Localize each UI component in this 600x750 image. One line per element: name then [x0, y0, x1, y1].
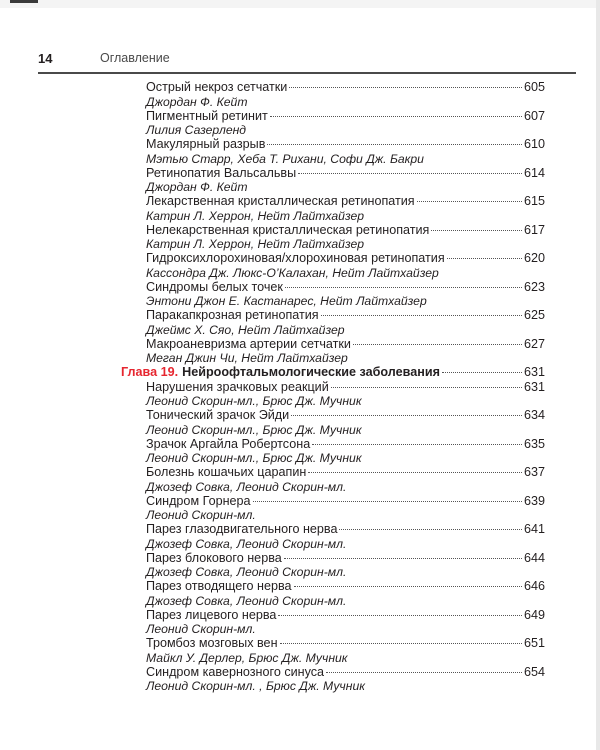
chapter-title: Нейроофтальмологические заболевания: [182, 365, 440, 379]
entry-page: 641: [523, 522, 545, 536]
entry-page: 620: [523, 251, 545, 265]
entry-authors: Джозеф Совка, Леонид Скорин-мл.: [146, 536, 347, 551]
entry-title: Ретинопатия Вальсальвы: [146, 165, 297, 180]
entry-authors: Джеймс Х. Сяо, Нейт Лайтхайзер: [146, 322, 345, 337]
entry-authors: Энтони Джон Е. Кастанарес, Нейт Лайтхайзер: [146, 294, 427, 308]
dot-leader: [280, 643, 522, 644]
entry-title: Лекарственная кристаллическая ретинопатия: [146, 194, 415, 208]
dot-leader: [431, 230, 522, 231]
toc-entry[interactable]: [121, 280, 545, 309]
toc-entry[interactable]: [121, 608, 545, 637]
toc-entry[interactable]: [121, 223, 545, 252]
entry-page: 625: [523, 308, 545, 322]
entry-title: Синдром Горнера: [146, 493, 251, 508]
entry-title: Острый некроз сетчатки: [146, 80, 288, 94]
entry-authors: Джозеф Совка, Леонид Скорин-мл.: [146, 593, 347, 608]
entry-title: Синдромы белых точек: [146, 279, 283, 294]
toc-entry[interactable]: [121, 551, 545, 580]
toc-entry[interactable]: [121, 337, 545, 366]
dot-leader: [284, 558, 522, 559]
page-right-edge: [596, 0, 600, 750]
dot-leader: [270, 116, 522, 117]
dot-leader: [278, 615, 522, 616]
page-number: 14: [38, 51, 53, 66]
entry-title: Парез отводящего нерва: [146, 579, 292, 593]
toc-entry[interactable]: [121, 380, 545, 409]
entry-page: 615: [523, 194, 545, 208]
entry-title: Парез глазодвигательного нерва: [146, 522, 338, 536]
entry-authors: Джозеф Совка, Леонид Скорин-мл.: [146, 565, 347, 579]
entry-page: 649: [523, 607, 545, 622]
entry-authors: Джозеф Совка, Леонид Скорин-мл.: [146, 479, 347, 494]
entry-title: Тонический зрачок Эйди: [146, 408, 290, 422]
entry-authors: Мэтью Старр, Хеба Т. Рихани, Софи Дж. Бакри: [146, 151, 424, 166]
toc-entry[interactable]: [121, 522, 545, 551]
entry-title: Гидроксихлорохиновая/хлорохиновая ретинопатия: [146, 251, 445, 265]
entry-title: Пигментный ретинит: [146, 108, 268, 123]
entry-authors: Леонид Скорин-мл., Брюс Дж. Мучник: [146, 394, 362, 408]
entry-title: Парез блокового нерва: [146, 550, 282, 565]
toc-entry[interactable]: [121, 665, 545, 694]
entry-authors: Леонид Скорин-мл.: [146, 508, 256, 522]
dot-leader: [321, 315, 522, 316]
dot-leader: [298, 173, 522, 174]
entry-title: Нарушения зрачковых реакций: [146, 379, 329, 394]
chapter-page: 631: [523, 365, 545, 379]
entry-title: Тромбоз мозговых вен: [146, 636, 278, 650]
entry-authors: Джордан Ф. Кейт: [146, 180, 248, 194]
dot-leader: [294, 586, 522, 587]
dot-leader: [289, 87, 522, 88]
toc-entry[interactable]: [121, 251, 545, 280]
top-edge-mark: [10, 0, 38, 3]
entry-page: 637: [523, 465, 545, 479]
toc-entry[interactable]: [121, 408, 545, 437]
entry-authors: Катрин Л. Херрон, Нейт Лайтхайзер: [146, 208, 365, 223]
chapter-heading[interactable]: [121, 365, 545, 380]
entry-title: Макулярный разрыв: [146, 137, 266, 151]
entry-authors: Джордан Ф. Кейт: [146, 94, 248, 109]
entry-page: 635: [523, 436, 545, 451]
dot-leader: [285, 287, 522, 288]
dot-leader: [447, 258, 522, 259]
entry-page: 617: [523, 222, 545, 237]
entry-page: 654: [523, 664, 545, 679]
top-edge: [0, 0, 600, 8]
toc-entry[interactable]: [121, 494, 545, 523]
entry-authors: Леонид Скорин-мл., Брюс Дж. Мучник: [146, 451, 362, 465]
table-of-contents: [121, 80, 545, 693]
entry-authors: Леонид Скорин-мл.: [146, 622, 256, 636]
entry-title: Зрачок Аргайла Робертсона: [146, 436, 311, 451]
toc-entry[interactable]: [121, 579, 545, 608]
entry-page: 651: [523, 636, 545, 650]
toc-entry[interactable]: [121, 465, 545, 494]
entry-page: 605: [523, 80, 545, 94]
entry-authors: Леонид Скорин-мл. , Брюс Дж. Мучник: [146, 679, 365, 693]
page-header: [38, 46, 576, 70]
entry-title: Нелекарственная кристаллическая ретинопатия: [146, 222, 430, 237]
entry-page: 631: [523, 379, 545, 394]
entry-authors: Лилия Сазерленд: [146, 123, 247, 137]
toc-entry[interactable]: [121, 308, 545, 337]
toc-entry[interactable]: [121, 194, 545, 223]
entry-page: 639: [523, 493, 545, 508]
entry-authors: Кассондра Дж. Люкс-О’Калахан, Нейт Лайтхайзер: [146, 265, 439, 280]
header-rule: [38, 72, 576, 74]
running-title: Оглавление: [100, 51, 170, 65]
dot-leader: [326, 672, 522, 673]
dot-leader: [417, 201, 522, 202]
dot-leader: [442, 372, 522, 373]
dot-leader: [253, 501, 522, 502]
dot-leader: [308, 472, 522, 473]
dot-leader: [353, 344, 522, 345]
dot-leader: [291, 415, 522, 416]
entry-title: Паракапкрозная ретинопатия: [146, 308, 319, 322]
toc-entry[interactable]: [121, 80, 545, 109]
toc-entry[interactable]: [121, 166, 545, 195]
entry-authors: Катрин Л. Херрон, Нейт Лайтхайзер: [146, 237, 365, 251]
chapter-label: Глава 19.: [121, 365, 179, 379]
entry-page: 623: [523, 279, 545, 294]
entry-authors: Меган Джин Чи, Нейт Лайтхайзер: [146, 351, 348, 365]
entry-title: Болезнь кошачьих царапин: [146, 465, 307, 479]
entry-page: 607: [523, 108, 545, 123]
dot-leader: [331, 387, 522, 388]
toc-entry[interactable]: [121, 636, 545, 665]
entry-title: Парез лицевого нерва: [146, 607, 277, 622]
toc-entry[interactable]: [121, 437, 545, 466]
dot-leader: [339, 529, 522, 530]
toc-entry[interactable]: [121, 109, 545, 138]
toc-entry[interactable]: [121, 137, 545, 166]
entry-authors: Леонид Скорин-мл., Брюс Дж. Мучник: [146, 422, 362, 437]
entry-page: 644: [523, 550, 545, 565]
entry-page: 634: [523, 408, 545, 422]
entry-page: 646: [523, 579, 545, 593]
dot-leader: [312, 444, 522, 445]
entry-title: Синдром кавернозного синуса: [146, 664, 325, 679]
entry-title: Макроаневризма артерии сетчатки: [146, 336, 351, 351]
entry-authors: Майкл У. Дерлер, Брюс Дж. Мучник: [146, 650, 348, 665]
entry-page: 614: [523, 165, 545, 180]
dot-leader: [267, 144, 522, 145]
entry-page: 610: [523, 137, 545, 151]
entry-page: 627: [523, 336, 545, 351]
